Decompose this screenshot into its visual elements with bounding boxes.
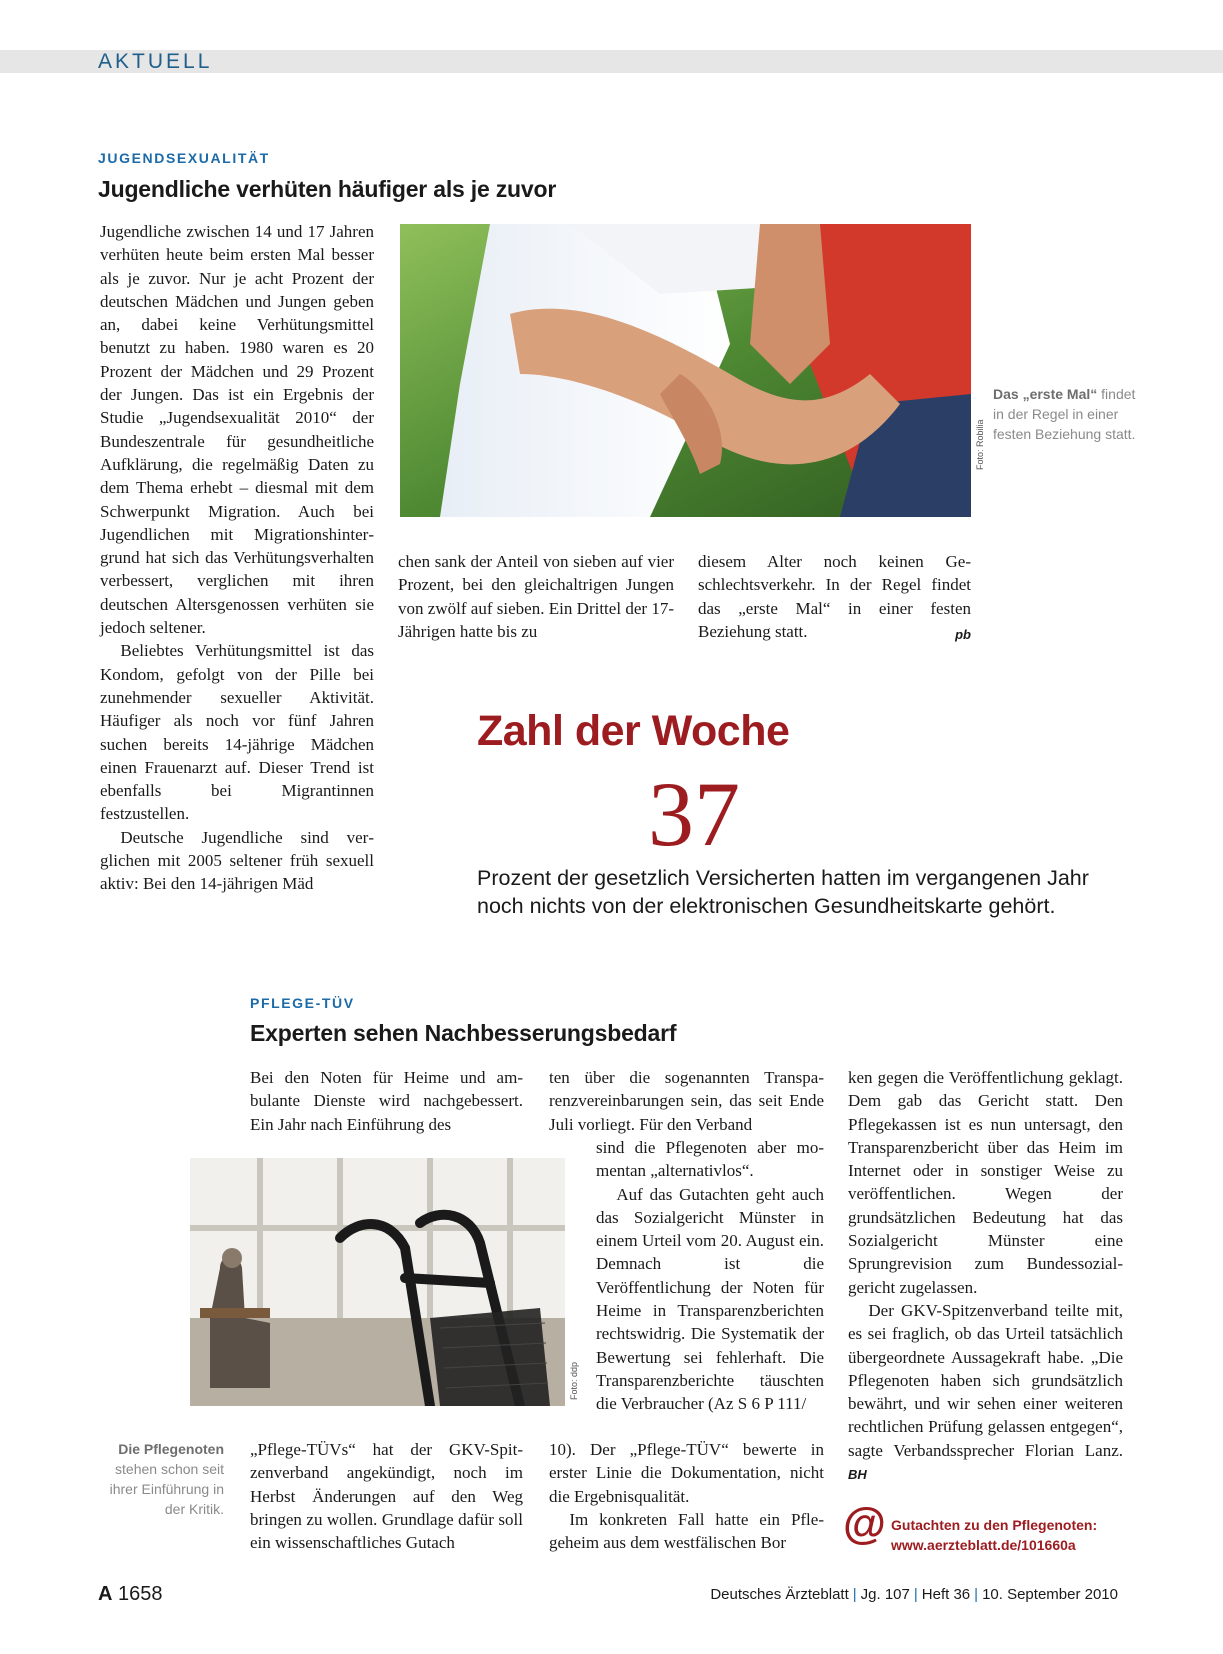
photo-credit: Foto: Robilia <box>975 419 985 470</box>
paragraph: Beliebtes Verhütungsmittel ist das Kondom, gefolgt von der Pille bei zunehmender sexueller Aktivität. Häufiger als noch vor fünf Jahren suchen bereits 14-jährige Mädchen einen Frauenarzt auf. Dieser Trend ist ebenfalls bei Migrantinnen festzustellen. <box>100 641 374 824</box>
article2-column-2-middle <box>596 1136 824 1416</box>
caption-lead: Die Pflegenoten <box>118 1441 224 1457</box>
paragraph <box>848 1299 1123 1486</box>
separator: | <box>974 1586 979 1603</box>
photo-caption <box>993 384 1143 444</box>
paragraph <box>698 550 971 643</box>
journal-name: Deutsches Ärzteblatt <box>710 1586 849 1603</box>
photo-couple-illustration <box>400 224 971 517</box>
caption-lead: Das „erste Mal“ <box>993 386 1098 402</box>
page-number-value: 1658 <box>118 1583 163 1605</box>
number-of-week-text: Prozent der gesetzlich Versicherten hatten im vergangenen Jahr noch nichts von der elektronischen Gesundheitskarte gehört. <box>477 866 1089 918</box>
paragraph: Bei den Noten für Heime und ambulante Dienste wird nachgebessert. Ein Jahr nach Einführung des <box>250 1068 523 1134</box>
paragraph: ten über die sogenannten Transparenzvereinbarungen sein, das seit Ende Juli vorliegt. Für den Verband <box>549 1068 824 1134</box>
article1-column-3 <box>698 550 971 646</box>
article2-column-2-bottom <box>549 1438 824 1554</box>
caption-text: findet in der Regel in einer festen Beziehung statt. <box>993 386 1136 442</box>
photo-walker-nursing-home <box>190 1158 565 1406</box>
photo-caption <box>98 1439 224 1519</box>
photo-credit: Foto: ddp <box>569 1361 579 1400</box>
paragraph: 10). Der „Pflege-TÜV“ bewerte in erster Linie die Dokumentation, nicht die Ergebnisqualität. <box>549 1440 824 1506</box>
at-sign-icon: @ <box>843 1499 886 1548</box>
journal-volume: Jg. 107 <box>860 1586 910 1603</box>
paragraph: Im konkreten Fall hatte ein Pflegeheim aus dem westfälischen Bor <box>549 1509 824 1553</box>
paragraph-text: diesem Alter noch keinen Geschlechtsverkehr. In der Regel findet das „erste Mal“ in einer festen Beziehung statt. <box>698 552 971 641</box>
paragraph: Auf das Gutachten geht auch das Sozialgericht Münster in einem Urteil vom 20. August ein. Demnach ist die Veröffentlichung der Noten für Heime in Transparenzberichten rechtswidrig. Die Systematik der Bewertung sei fehlerhaft. Die Transparenzberichte täuschten die Verbraucher (Az S 6 P 111/ <box>596 1184 824 1414</box>
journal-issue: Heft 36 <box>921 1586 971 1603</box>
article2-column-1-top <box>250 1066 523 1136</box>
author-initials: pb <box>955 626 971 642</box>
article2-column-2-top <box>549 1066 824 1136</box>
section-label: AKTUELL <box>98 50 213 73</box>
separator: | <box>913 1586 918 1603</box>
page-prefix: A <box>98 1583 113 1605</box>
article1-column-2 <box>398 550 674 643</box>
separator: | <box>852 1586 857 1603</box>
photo-walker-illustration <box>190 1158 565 1406</box>
paragraph: Deutsche Jugendliche sind verglichen mit 2005 seltener früh sexuell aktiv: Bei den 14-jährigen Mäd <box>100 827 374 894</box>
paragraph: ken gegen die Veröffentlichung geklagt. Dem gab das Gericht statt. Den Pflegekassen ist es nun untersagt, den Transparenzbericht über das Heim im Internet oder in sonstiger Weise zu veröffentlichen. Wegen der grundsätzlichen Bedeutung hat das Sozialgericht Münster eine Sprungrevision zum Bundessozialgericht zugelassen. <box>848 1068 1123 1297</box>
article1-headline: Jugendliche verhüten häufiger als je zuvor <box>98 176 557 202</box>
article2-kicker: PFLEGE-TÜV <box>250 995 355 1011</box>
gutachten-link[interactable]: www.aerzteblatt.de/101660a <box>891 1537 1076 1553</box>
article1-column-1 <box>100 220 374 896</box>
article2-column-1-bottom <box>250 1438 523 1554</box>
paragraph: Jugendliche zwischen 14 und 17 Jahren verhüten heute beim ersten Mal besser als je zuvor. Nur je acht Prozent der deutschen Mädchen und Jungen geben an, dabei keine Verhütungsmittel benutzt zu haben. 1980 waren es 20 Prozent der Mädchen und 29 Prozent der Jungen. Das ist ein Ergebnis der Studie „Jugendsexualität 2010“ der Bundeszentrale für gesundheitliche Aufklärung, die regelmäßig Daten zu dem Thema erhebt – diesmal mit dem Schwerpunkt Migration. Auch bei Jugendlichen mit Migrationshintergrund hat sich das Verhütungsverhalten verbessert, verglichen mit ihren deutschen Altersgenossen verhüten sie jedoch seltener. <box>100 222 374 638</box>
journal-info <box>710 1586 1118 1603</box>
paragraph: chen sank der Anteil von sieben auf vier Prozent, bei den gleichaltrigen Jungen von zwölf auf sieben. Ein Drittel der 17-Jährigen hatte bis zu <box>398 552 674 641</box>
article2-headline: Experten sehen Nachbesserungsbedarf <box>250 1020 677 1046</box>
number-of-week-title: Zahl der Woche <box>477 707 790 755</box>
caption-text: stehen schon seit ihrer Einführung in der Kritik. <box>109 1461 224 1517</box>
paragraph: sind die Pflegenoten aber momentan „alternativlos“. <box>596 1138 824 1181</box>
number-of-week-value: 37 <box>648 763 740 865</box>
paragraph: „Pflege-TÜVs“ hat der GKV-Spitzenverband angekündigt, noch im Herbst Änderungen auf den Weg bringen zu wollen. Grundlage dafür soll ein wissenschaftliches Gutach <box>250 1440 523 1553</box>
photo-couple-embrace <box>400 224 971 517</box>
link-label: Gutachten zu den Pflegenoten: <box>891 1517 1098 1533</box>
page-number <box>98 1583 163 1606</box>
author-initials: BH <box>848 1467 867 1483</box>
article1-kicker: JUGENDSEXUALITÄT <box>98 150 270 166</box>
journal-date: 10. September 2010 <box>982 1586 1118 1603</box>
article2-column-3 <box>848 1066 1123 1486</box>
paragraph-text: Der GKV-Spitzenverband teilte mit, es sei fraglich, ob das Urteil tatsächlich übergeordnete Aussagekraft habe. „Die Pflegenoten haben sich grundsätzlich bewährt, und wir sehen einer weiteren rechtlichen Prüfung gelassen entgegen“, sagte Verbandssprecher Florian Lanz. <box>848 1300 1123 1460</box>
